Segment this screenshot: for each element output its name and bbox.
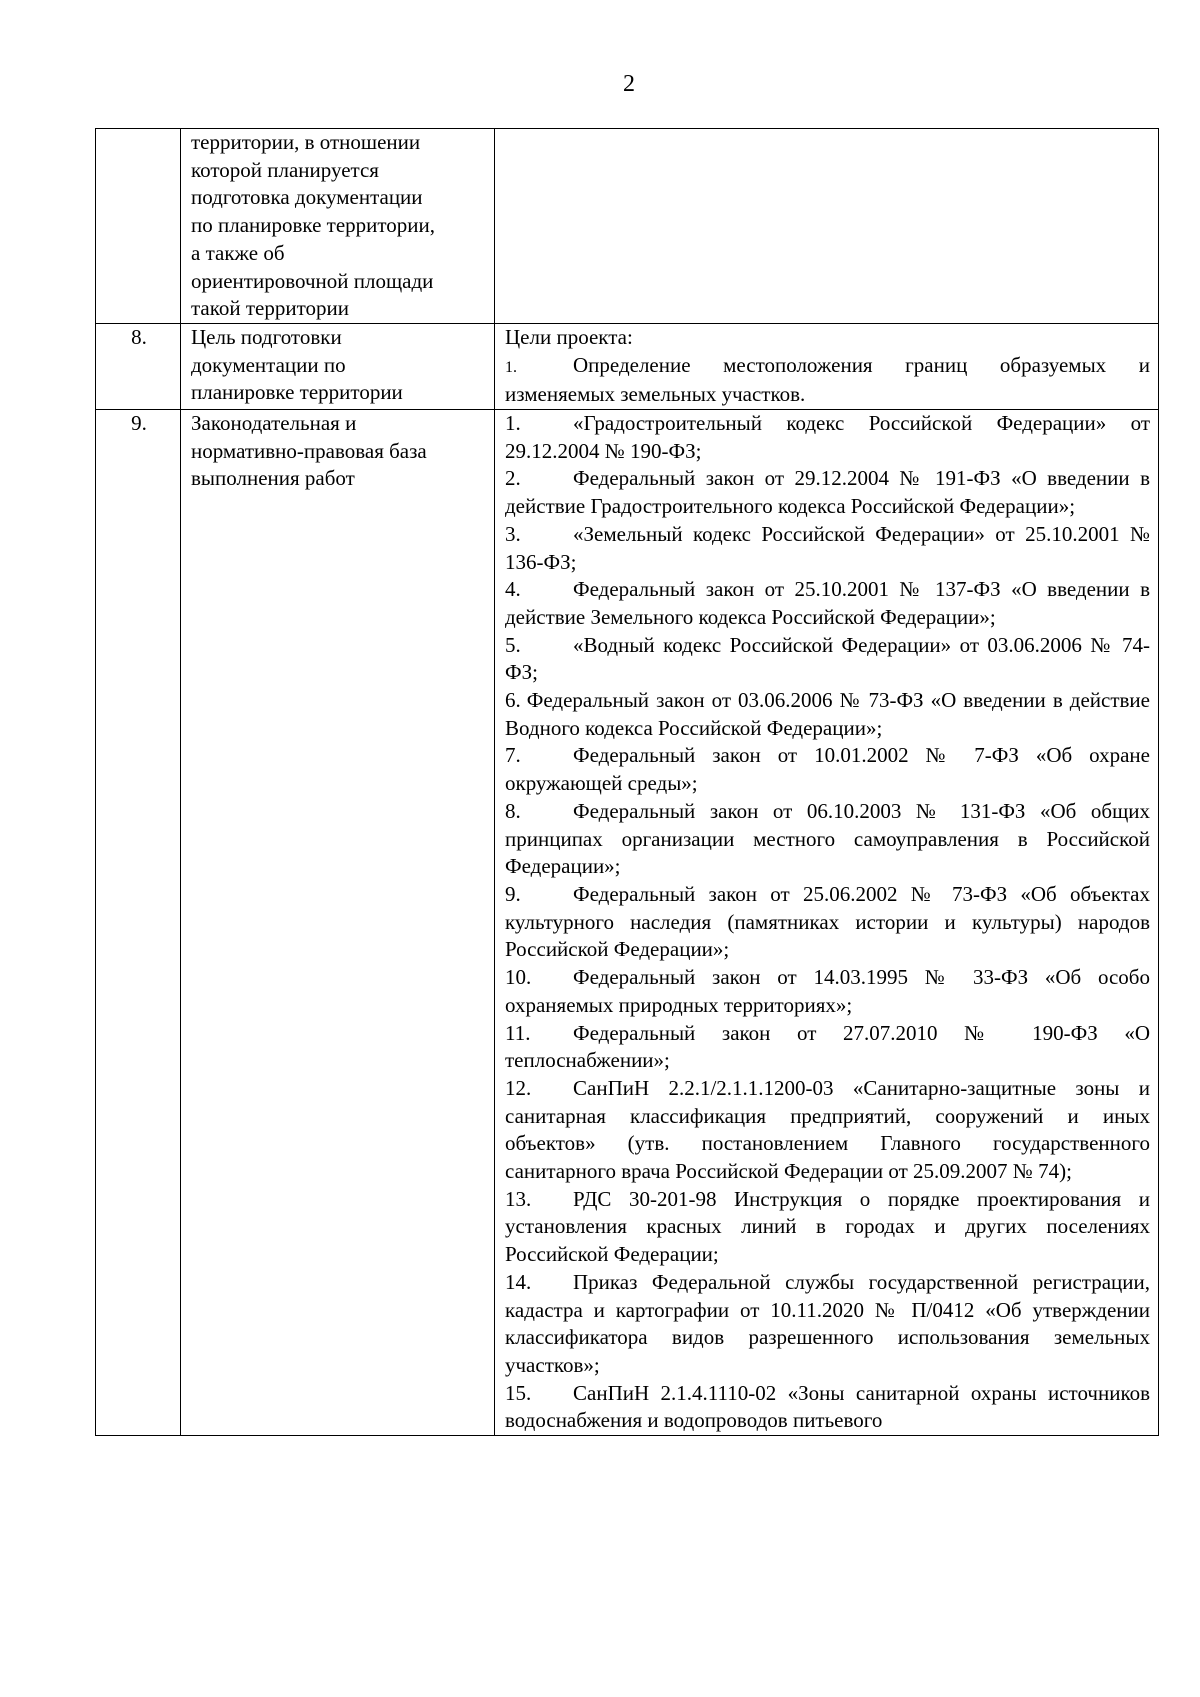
row-value-cell bbox=[495, 323, 1159, 409]
row-name-text: Законодательная и нормативно-правовая база выполнения работ bbox=[191, 411, 427, 491]
list-item bbox=[505, 352, 1150, 409]
list-item bbox=[505, 632, 1150, 687]
list-item-number: 1. bbox=[505, 358, 517, 376]
list-item-text: Федеральный закон от 27.07.2010 № 190-ФЗ «О теплоснабжении»; bbox=[505, 1020, 1150, 1073]
list-item bbox=[505, 1186, 1150, 1269]
list-item-number: 10. bbox=[505, 965, 532, 990]
list-item-text: «Градостроительный кодекс Российской Федерации» от 29.12.2004 № 190-ФЗ; bbox=[505, 411, 1150, 463]
list-item-number: 1. bbox=[505, 411, 521, 436]
goals-header: Цели проекта: bbox=[505, 324, 633, 349]
list-item bbox=[505, 1075, 1150, 1186]
list-item bbox=[505, 521, 1150, 576]
list-item bbox=[505, 881, 1150, 964]
list-item bbox=[505, 1020, 1150, 1075]
list-item-number: 15. bbox=[505, 1380, 532, 1405]
row-name-cell bbox=[181, 410, 495, 1436]
row-name-cell bbox=[181, 129, 495, 324]
list-item-number: 11. bbox=[505, 1020, 531, 1045]
list-item-text: Федеральный закон от 25.10.2001 № 137-ФЗ «О введении в действие Земельного кодекса Российской Федерации»; bbox=[505, 577, 1150, 629]
list-item bbox=[505, 1269, 1150, 1380]
list-item-number: 6. bbox=[505, 688, 521, 713]
row-value-cell bbox=[495, 129, 1159, 324]
list-item bbox=[505, 576, 1150, 631]
list-item bbox=[505, 742, 1150, 797]
list-item-text: Определение местоположения границ образуемых и изменяемых земельных участков. bbox=[505, 352, 1150, 407]
list-item-number: 4. bbox=[505, 577, 521, 602]
list-item-number: 14. bbox=[505, 1269, 532, 1294]
list-item-number: 7. bbox=[505, 743, 521, 768]
list-item-text: Федеральный закон от 10.01.2002 № 7-ФЗ «Об охране окружающей среды»; bbox=[505, 743, 1150, 796]
list-item-number: 2. bbox=[505, 466, 521, 491]
list-item bbox=[505, 964, 1150, 1019]
list-item-text: Федеральный закон от 06.10.2003 № 131-ФЗ «Об общих принципах организации местного самоуправления в Российской Федерации»; bbox=[505, 798, 1150, 879]
list-item bbox=[505, 1380, 1150, 1435]
list-item-text: СанПиН 2.1.4.1110-02 «Зоны санитарной охраны источников водоснабжения и водопроводов питьевого bbox=[505, 1380, 1150, 1433]
row-name-cell bbox=[181, 323, 495, 409]
list-item-number: 3. bbox=[505, 521, 521, 546]
list-item-text: «Водный кодекс Российской Федерации» от 03.06.2006 № 74-ФЗ; bbox=[505, 632, 1150, 685]
row-number-cell: 9. bbox=[96, 410, 181, 1436]
list-item-number: 9. bbox=[505, 881, 521, 906]
list-item bbox=[505, 410, 1150, 465]
list-item-text: Федеральный закон от 03.06.2006 № 73-ФЗ «О введении в действие Водного кодекса Российской Федерации»; bbox=[505, 688, 1150, 740]
list-item-text: «Земельный кодекс Российской Федерации» от 25.10.2001 № 136-ФЗ; bbox=[505, 521, 1150, 574]
list-item-text: СанПиН 2.2.1/2.1.1.1200-03 «Санитарно-защитные зоны и санитарная классификация предприятий, сооружений и иных объектов» (утв. постановлением Главного государственного санитарного врача Российской Федерации от 25.09.2007 № 74); bbox=[505, 1075, 1150, 1184]
row-number-cell: 8. bbox=[96, 323, 181, 409]
row-name-text: территории, в отношении которой планируется подготовка документации по планировке территории, а также об ориентировочной площади такой территории bbox=[191, 130, 436, 321]
list-item-text: Федеральный закон от 29.12.2004 № 191-ФЗ «О введении в действие Градостроительного кодекса Российской Федерации»; bbox=[505, 466, 1150, 519]
list-item-number: 13. bbox=[505, 1186, 532, 1211]
list-item-text: Приказ Федеральной службы государственной регистрации, кадастра и картографии от 10.11.2020 № П/0412 «Об утверждении классификатора видов разрешенного использования земельных участков»; bbox=[505, 1269, 1150, 1377]
table-row-territory-continued bbox=[96, 129, 1159, 324]
list-item-text: Федеральный закон от 14.03.1995 № 33-ФЗ «Об особо охраняемых природных территориях»; bbox=[505, 965, 1150, 1017]
list-item-number: 5. bbox=[505, 632, 521, 657]
list-item bbox=[505, 798, 1150, 881]
row-number-cell bbox=[96, 129, 181, 324]
row-name-text: Цель подготовки документации по планировке территории bbox=[191, 324, 403, 405]
list-item bbox=[505, 465, 1150, 520]
list-item-number: 8. bbox=[505, 798, 521, 823]
table-row-9 bbox=[96, 410, 1159, 1436]
list-item-number: 12. bbox=[505, 1075, 532, 1100]
page-number: 2 bbox=[623, 71, 635, 97]
table-row-8 bbox=[96, 323, 1159, 409]
requirements-table bbox=[95, 128, 1159, 1436]
list-item-text: РДС 30-201-98 Инструкция о порядке проектирования и установления красных линий в городах и других поселениях Российской Федерации; bbox=[505, 1186, 1150, 1267]
list-item bbox=[505, 687, 1150, 742]
list-item-text: Федеральный закон от 25.06.2002 № 73-ФЗ «Об объектах культурного наследия (памятниках истории и культуры) народов Российской Федерации»; bbox=[505, 881, 1150, 962]
row-value-cell bbox=[495, 410, 1159, 1436]
